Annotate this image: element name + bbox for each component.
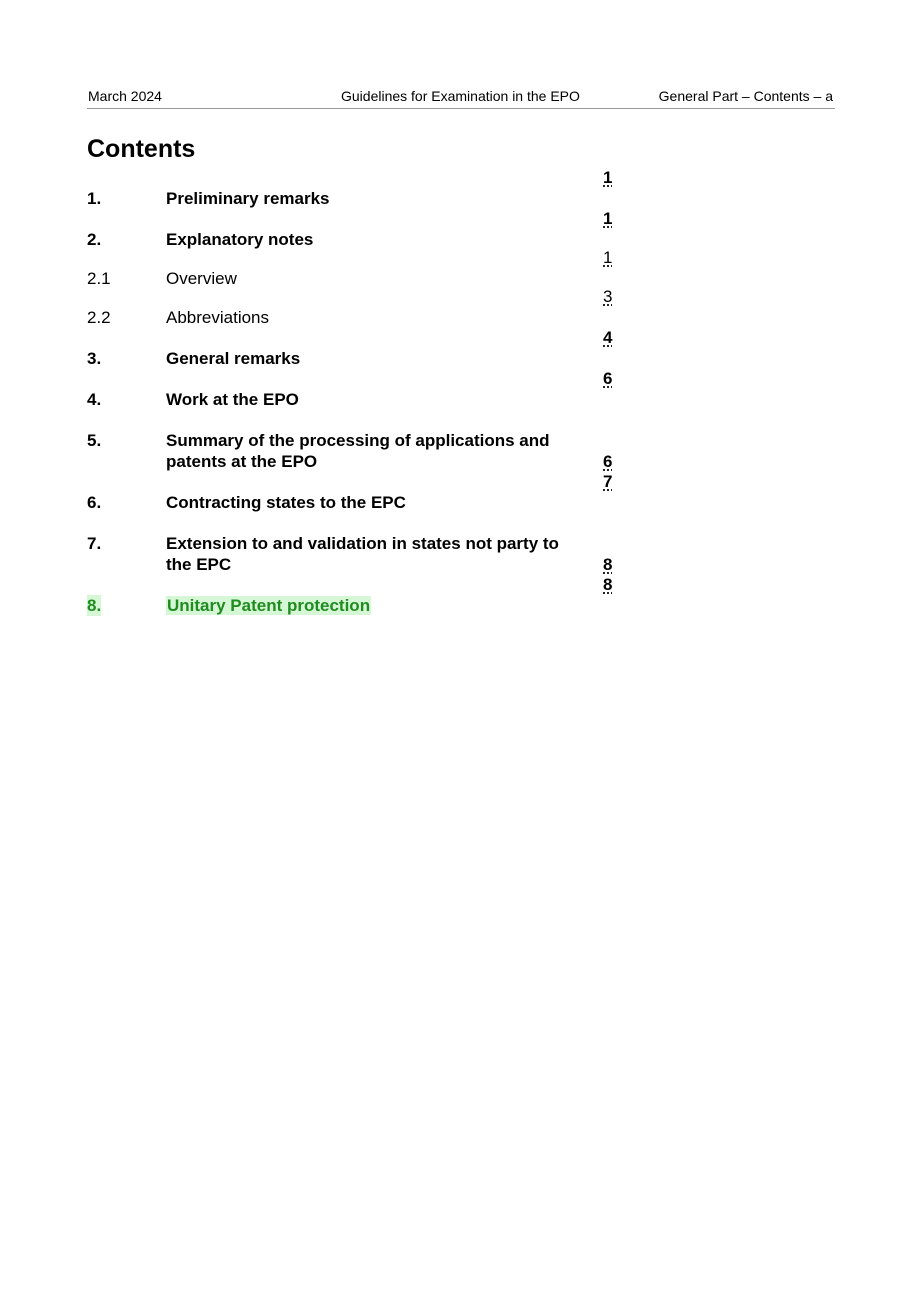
toc-page-link[interactable]: 4 [603,328,613,347]
toc-page-link[interactable]: 6 [603,452,613,471]
toc-number: 8. [87,596,102,615]
toc-label[interactable]: General remarks [166,349,301,368]
toc-page-link[interactable]: 8 [603,575,613,594]
toc-number: 2. [87,230,102,249]
toc-number: 1. [87,189,102,208]
toc-label[interactable]: Contracting states to the EPC [166,493,406,512]
header-section: General Part – Contents – a [658,88,833,104]
toc-page-link[interactable]: 8 [603,555,613,574]
toc-label[interactable]: Explanatory notes [166,230,314,249]
toc-label[interactable]: Abbreviations [166,308,270,327]
toc-label[interactable]: Summary of the processing of applications and patents at the EPO [166,431,550,471]
toc-entry-7[interactable] [87,533,617,575]
toc-page-link[interactable]: 7 [603,472,613,491]
toc-label[interactable]: Overview [166,269,237,288]
toc-number: 2.1 [87,269,111,288]
toc-number: 2.2 [87,308,111,327]
header-date: March 2024 [88,88,162,104]
toc-page-link[interactable]: 1 [603,248,613,267]
toc-page-link[interactable]: 3 [603,287,613,306]
toc-page-link[interactable]: 1 [603,168,613,187]
toc-number: 6. [87,493,102,512]
toc-label[interactable]: Work at the EPO [166,390,299,409]
toc-entry-5[interactable] [87,430,617,472]
page-title: Contents [87,135,196,163]
toc-number: 3. [87,349,102,368]
toc-label[interactable]: Extension to and validation in states not party to the EPC [166,534,559,574]
page-header [87,86,835,109]
toc-label[interactable]: Unitary Patent protection [167,596,371,615]
toc-number: 5. [87,431,102,450]
toc-page-link[interactable]: 1 [603,209,613,228]
toc-number: 7. [87,534,102,553]
toc-page-link[interactable]: 6 [603,369,613,388]
toc-number: 4. [87,390,102,409]
toc-label[interactable]: Preliminary remarks [166,189,330,208]
header-document-title: Guidelines for Examination in the EPO [341,88,580,104]
